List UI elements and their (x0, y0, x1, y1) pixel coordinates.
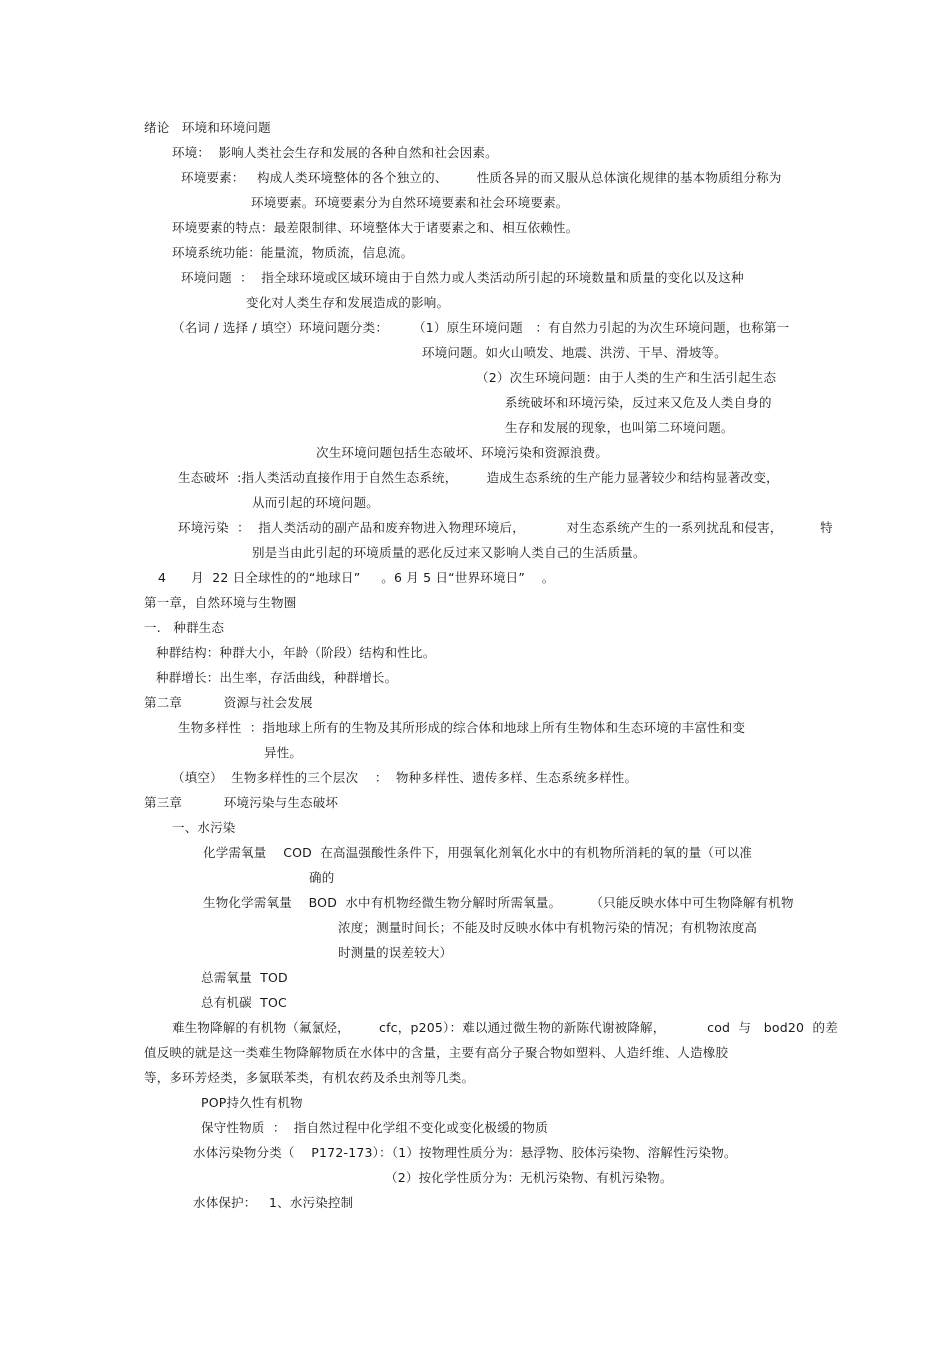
text-line: 值反映的就是这一类难生物降解物质在水体中的含量，主要有高分子聚合物如塑料、人造纤维、人造橡胶 (144, 1045, 729, 1060)
text-line: 浓度；测量时间长；不能及时反映水体中有机物污染的情况；有机物浓度高 (338, 920, 758, 935)
chapter-title: 第二章 资源与社会发展 (144, 695, 313, 710)
text-line: （填空） 生物多样性的三个层次 ： 物种多样性、遗传多样、生态系统多样性。 (172, 770, 638, 785)
text-line: 环境问题。如火山喷发、地震、洪涝、干旱、滑坡等。 (422, 345, 727, 360)
chapter-title: 第三章 环境污染与生态破坏 (144, 795, 339, 810)
section-heading: 一. 种群生态 (144, 620, 225, 635)
text-line: （2）次生环境问题：由于人类的生产和生活引起生态 (476, 370, 777, 385)
text-line: 生物化学需氧量 BOD 水中有机物经微生物分解时所需氧量。 （只能反映水体中可生物降解有机物 (203, 895, 794, 910)
text-line: 水体污染物分类（ P172-173）：（1）按物理性质分为：悬浮物、胶体污染物、溶解性污染物。 (193, 1145, 737, 1160)
text-line: 生存和发展的现象，也叫第二环境问题。 (505, 420, 734, 435)
text-line: 环境： 影响人类社会生存和发展的各种自然和社会因素。 (172, 145, 498, 160)
text-line: （2）按化学性质分为：无机污染物、有机污染物。 (385, 1170, 673, 1185)
text-line: 等，多环芳烃类，多氯联苯类，有机农药及杀虫剂等几类。 (144, 1070, 475, 1085)
section-title-introduction: 绪论 环境和环境问题 (144, 120, 271, 135)
chapter-title: 第一章，自然环境与生物圈 (144, 595, 297, 610)
text-line: 环境要素的特点：最差限制律、环境整体大于诸要素之和、相互依赖性。 (172, 220, 579, 235)
text-line: 环境要素。环境要素分为自然环境要素和社会环境要素。 (251, 195, 569, 210)
text-line: 系统破坏和环境污染，反过来又危及人类自身的 (505, 395, 772, 410)
text-line: 环境问题 ： 指全球环境或区域环境由于自然力或人类活动所引起的环境数量和质量的变化以及这种 (181, 270, 744, 285)
text-line: （名词 / 选择 / 填空）环境问题分类： （1）原生环境问题 ：有自然力引起的为次生环境问题，也称第一 (172, 320, 790, 335)
text-line: 从而引起的环境问题。 (252, 495, 380, 510)
text-line: 化学需氧量 COD 在高温强酸性条件下，用强氧化剂氧化水中的有机物所消耗的氧的量（可以准 (203, 845, 753, 860)
text-line: 别是当由此引起的环境质量的恶化反过来又影响人类自己的生活质量。 (252, 545, 646, 560)
text-line: 生物多样性 ：指地球上所有的生物及其所形成的综合体和地球上所有生物体和生态环境的丰富性和变 (178, 720, 746, 735)
text-line: 总需氧量 TOD (201, 970, 288, 985)
text-line: 种群结构：种群大小，年龄（阶段）结构和性比。 (156, 645, 436, 660)
text-line: 难生物降解的有机物（氟氯烃， cfc，p205）：难以通过微生物的新陈代谢被降解， cod 与 bod20 的差 (172, 1020, 838, 1035)
text-line: 生态破坏 :指人类活动直接作用于自然生态系统， 造成生态系统的生产能力显著较少和结构显著改变， (178, 470, 779, 485)
text-line: 4 月 22 日全球性的的“地球日” 。6 月 5 日“世界环境日” 。 (158, 570, 555, 585)
text-line: 保守性物质 ： 指自然过程中化学组不变化或变化极缓的物质 (201, 1120, 548, 1135)
text-line: 异性。 (264, 745, 303, 760)
text-line: 环境系统功能：能量流，物质流，信息流。 (172, 245, 414, 260)
text-line: 环境污染 ： 指人类活动的副产品和废弃物进入物理环境后， 对生态系统产生的一系列扰乱和侵害， 特 (178, 520, 833, 535)
text-line: 确的 (309, 870, 335, 885)
text-line: 次生环境问题包括生态破坏、环境污染和资源浪费。 (316, 445, 609, 460)
text-line: 水体保护： 1、水污染控制 (193, 1195, 354, 1210)
text-line: 总有机碳 TOC (201, 995, 287, 1010)
section-heading: 一、水污染 (172, 820, 236, 835)
text-line: POP持久性有机物 (201, 1095, 303, 1110)
text-line: 种群增长：出生率，存活曲线，种群增长。 (156, 670, 398, 685)
text-line: 时测量的误差较大） (338, 945, 453, 960)
text-line: 变化对人类生存和发展造成的影响。 (246, 295, 450, 310)
text-line: 环境要素： 构成人类环境整体的各个独立的、 性质各异的而又服从总体演化规律的基本物质组分称为 (181, 170, 782, 185)
